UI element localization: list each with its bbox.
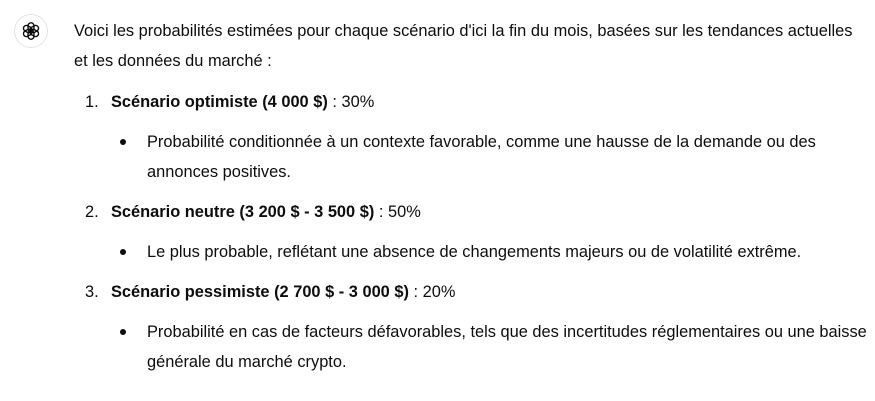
bullet-icon (120, 249, 126, 255)
scenario-item-neutral (74, 197, 869, 267)
scenario-details (111, 237, 869, 267)
scenario-probability: : 50% (374, 203, 421, 221)
scenario-heading (111, 197, 869, 227)
scenario-item-pessimistic (74, 277, 869, 377)
scenario-title: Scénario optimiste (4 000 $) (111, 93, 328, 111)
scenario-title: Scénario neutre (3 200 $ - 3 500 $) (111, 203, 375, 221)
bullet-icon (120, 329, 126, 335)
intro-paragraph: Voici les probabilités estimées pour chaque scénario d'ici la fin du mois, basées sur les tendances actuelles et les données du marché : (74, 22, 853, 70)
detail-text: Probabilité conditionnée à un contexte favorable, comme une hausse de la demande ou des annonces positives. (147, 133, 816, 181)
scenario-heading (111, 277, 869, 307)
scenario-title: Scénario pessimiste (2 700 $ - 3 000 $) (111, 283, 409, 301)
scenario-list (74, 87, 869, 377)
scenario-probability: : 30% (327, 93, 375, 111)
scenario-item-optimistic (74, 87, 869, 187)
scenario-details (111, 317, 869, 377)
list-item (111, 237, 869, 267)
bullet-icon (120, 139, 126, 145)
assistant-avatar (14, 14, 48, 48)
openai-logo-icon (20, 20, 42, 42)
list-item (111, 317, 869, 377)
scenario-details (111, 127, 869, 187)
list-number: 2. (85, 203, 99, 221)
scenario-heading (111, 87, 869, 117)
list-number: 1. (85, 93, 99, 111)
list-item (111, 127, 869, 187)
scenario-probability: : 20% (408, 283, 456, 301)
detail-text: Le plus probable, reflétant une absence de changements majeurs ou de volatilité extrême. (147, 243, 802, 261)
message-content (74, 16, 869, 387)
list-number: 3. (85, 283, 99, 301)
detail-text: Probabilité en cas de facteurs défavorables, tels que des incertitudes réglementaires ou une baisse générale du marché crypto. (147, 323, 867, 371)
